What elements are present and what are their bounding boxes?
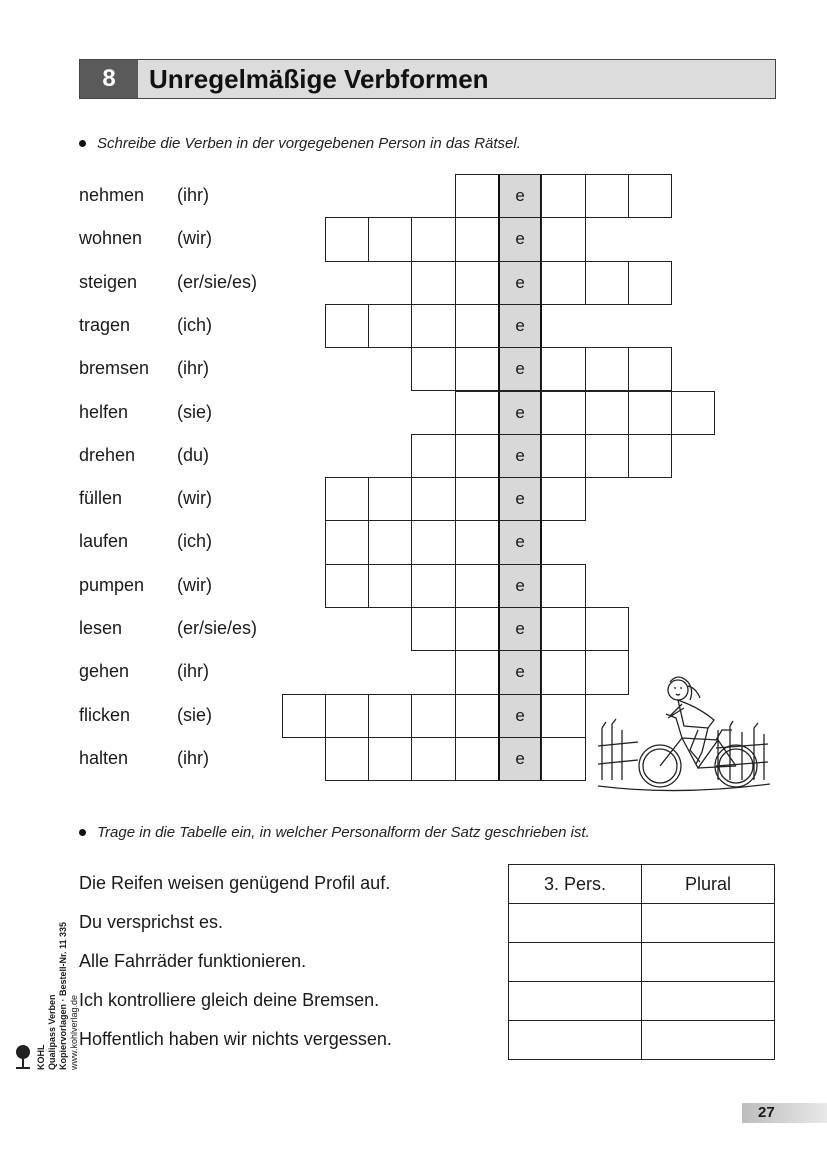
puzzle-cell[interactable]	[541, 477, 585, 521]
key-letter-cell: e	[498, 391, 542, 435]
puzzle-cell[interactable]	[628, 347, 672, 391]
person-label: (wir)	[177, 574, 212, 595]
puzzle-cell[interactable]	[541, 261, 585, 305]
verb-label: nehmen	[79, 185, 145, 205]
puzzle-row	[0, 391, 827, 434]
puzzle-cell[interactable]	[368, 694, 412, 738]
puzzle-cell[interactable]	[411, 347, 455, 391]
puzzle-cell[interactable]	[368, 304, 412, 348]
table-row	[509, 982, 775, 1021]
key-letter-cell: e	[498, 694, 542, 738]
answer-cell[interactable]	[509, 1021, 642, 1060]
puzzle-cell[interactable]	[455, 520, 499, 564]
sentence-2: Du versprichst es.	[79, 912, 224, 932]
puzzle-cell[interactable]	[455, 737, 499, 781]
puzzle-row	[0, 174, 827, 217]
verb-label: pumpen	[79, 574, 145, 595]
key-letter-cell: e	[498, 304, 542, 348]
puzzle-cell[interactable]	[541, 174, 585, 218]
key-letter-cell: e	[498, 564, 542, 608]
bullet-icon	[79, 140, 86, 147]
puzzle-cell[interactable]	[411, 261, 455, 305]
table-row	[509, 1021, 775, 1060]
person-label: (ihr)	[177, 747, 209, 768]
sentence-3: Alle Fahrräder funktionieren.	[79, 951, 307, 971]
key-letter-cell: e	[498, 520, 542, 564]
puzzle-cell[interactable]	[325, 520, 369, 564]
verb-label: bremsen	[79, 358, 150, 379]
sentence-1: Die Reifen weisen genügend Profil auf.	[79, 873, 391, 893]
puzzle-row	[0, 347, 827, 390]
table-header-cell: 3. Pers.	[509, 865, 642, 904]
verb-label: flicken	[79, 704, 131, 725]
puzzle-row	[0, 564, 827, 607]
answer-cell[interactable]	[642, 982, 775, 1021]
verb-label: steigen	[79, 271, 138, 292]
puzzle-cell[interactable]	[455, 434, 499, 478]
order-number: Kopiervorlagen · Bestell-Nr. 11 335	[58, 921, 68, 1070]
puzzle-cell[interactable]	[585, 174, 629, 218]
answer-cell[interactable]	[509, 982, 642, 1021]
person-label: (sie)	[177, 704, 212, 725]
puzzle-cell[interactable]	[455, 391, 499, 435]
puzzle-cell[interactable]	[455, 217, 499, 261]
puzzle-cell[interactable]	[325, 564, 369, 608]
puzzle-cell[interactable]	[411, 520, 455, 564]
puzzle-cell[interactable]	[455, 347, 499, 391]
verb-label: wohnen	[79, 228, 143, 249]
puzzle-cell[interactable]	[585, 391, 629, 435]
puzzle-cell[interactable]	[541, 434, 585, 478]
table-row	[509, 943, 775, 982]
puzzle-cell[interactable]	[455, 174, 499, 218]
verb-label: tragen	[79, 314, 131, 335]
key-letter-cell: e	[498, 650, 542, 694]
puzzle-cell[interactable]	[585, 347, 629, 391]
puzzle-row	[0, 261, 827, 304]
publisher-info	[36, 922, 80, 1070]
puzzle-cell[interactable]	[628, 391, 672, 435]
puzzle-cell[interactable]	[541, 217, 585, 261]
person-label: (wir)	[177, 488, 212, 509]
puzzle-cell[interactable]	[325, 477, 369, 521]
sentence-5: Hoffentlich haben wir nichts vergessen.	[79, 1029, 392, 1049]
answer-cell[interactable]	[509, 943, 642, 982]
puzzle-row	[0, 477, 827, 520]
table-row	[509, 865, 775, 904]
verb-label: gehen	[79, 661, 130, 682]
puzzle-cell[interactable]	[628, 434, 672, 478]
answer-cell[interactable]	[642, 1021, 775, 1060]
chapter-number: 8	[80, 60, 138, 98]
key-letter-cell: e	[498, 434, 542, 478]
answer-table	[508, 864, 775, 1060]
puzzle-cell[interactable]	[671, 391, 715, 435]
book-title: Qualipass Verben	[47, 994, 57, 1070]
puzzle-cell[interactable]	[455, 607, 499, 651]
table-row	[509, 904, 775, 943]
key-letter-cell: e	[498, 347, 542, 391]
puzzle-cell[interactable]	[411, 607, 455, 651]
verb-label: halten	[79, 747, 129, 768]
girl-on-bicycle-illustration	[598, 668, 770, 798]
page-header	[79, 59, 776, 99]
puzzle-cell[interactable]	[455, 477, 499, 521]
key-letter-cell: e	[498, 477, 542, 521]
verb-label: lesen	[79, 618, 123, 638]
puzzle-cell[interactable]	[541, 650, 585, 694]
verb-label: helfen	[79, 401, 129, 422]
puzzle-cell[interactable]	[455, 261, 499, 305]
puzzle-cell[interactable]	[282, 694, 326, 738]
key-letter-cell: e	[498, 217, 542, 261]
puzzle-row	[0, 217, 827, 260]
puzzle-row	[0, 304, 827, 347]
puzzle-cell[interactable]	[368, 477, 412, 521]
puzzle-cell[interactable]	[455, 650, 499, 694]
puzzle-cell[interactable]	[411, 477, 455, 521]
answer-cell[interactable]	[509, 904, 642, 943]
puzzle-cell[interactable]	[585, 434, 629, 478]
person-label: (er/sie/es)	[177, 271, 258, 292]
puzzle-cell[interactable]	[325, 694, 369, 738]
task1-instruction	[79, 133, 521, 153]
puzzle-cell[interactable]	[411, 694, 455, 738]
puzzle-cell[interactable]	[368, 217, 412, 261]
publisher-url: www.kohlverlag.de	[69, 994, 79, 1070]
puzzle-cell[interactable]	[411, 737, 455, 781]
puzzle-cell[interactable]	[585, 607, 629, 651]
puzzle-cell[interactable]	[368, 737, 412, 781]
puzzle-cell[interactable]	[541, 391, 585, 435]
puzzle-cell[interactable]	[585, 261, 629, 305]
page-number: 27	[742, 1103, 827, 1123]
puzzle-cell[interactable]	[541, 694, 585, 738]
person-label: (wir)	[177, 228, 212, 249]
verb-label: drehen	[79, 444, 136, 465]
puzzle-cell[interactable]	[411, 564, 455, 608]
key-letter-cell: e	[498, 261, 542, 305]
sentence-4: Ich kontrolliere gleich deine Bremsen.	[79, 990, 380, 1010]
person-label: (du)	[177, 444, 210, 465]
tree-logo-icon	[14, 1044, 32, 1070]
puzzle-cell[interactable]	[541, 737, 585, 781]
verb-label: füllen	[79, 488, 123, 509]
puzzle-cell[interactable]	[325, 217, 369, 261]
bullet-icon	[79, 829, 86, 836]
answer-cell[interactable]	[642, 904, 775, 943]
person-label: (ihr)	[177, 358, 209, 379]
puzzle-row	[0, 434, 827, 477]
person-label: (er/sie/es)	[177, 618, 258, 638]
person-label: (ich)	[177, 314, 212, 335]
task1-instruction-text: Schreibe die Verben in der vorgegebenen Person in das Rätsel.	[97, 134, 521, 152]
puzzle-cell[interactable]	[628, 261, 672, 305]
puzzle-cell[interactable]	[411, 304, 455, 348]
puzzle-cell[interactable]	[541, 347, 585, 391]
puzzle-cell[interactable]	[628, 174, 672, 218]
person-label: (ihr)	[177, 661, 209, 682]
puzzle-cell[interactable]	[541, 607, 585, 651]
puzzle-row	[0, 520, 827, 563]
table-header-cell: Plural	[642, 865, 775, 904]
puzzle-cell[interactable]	[411, 217, 455, 261]
key-letter-cell: e	[498, 174, 542, 218]
puzzle-cell[interactable]	[541, 564, 585, 608]
verb-label: laufen	[79, 531, 129, 552]
puzzle-cell[interactable]	[455, 304, 499, 348]
person-label: (sie)	[177, 401, 212, 422]
puzzle-cell[interactable]	[455, 564, 499, 608]
task2-instruction-text: Trage in die Tabelle ein, in welcher Personalform der Satz geschrieben ist.	[97, 823, 590, 841]
puzzle-cell[interactable]	[368, 520, 412, 564]
puzzle-row	[0, 607, 827, 650]
publisher-name: KOHL	[36, 1044, 46, 1070]
person-label: (ihr)	[177, 185, 209, 205]
puzzle-cell[interactable]	[368, 564, 412, 608]
puzzle-cell[interactable]	[325, 737, 369, 781]
page-title: Unregelmäßige Verbformen	[149, 63, 489, 94]
answer-cell[interactable]	[642, 943, 775, 982]
key-letter-cell: e	[498, 607, 542, 651]
puzzle-cell[interactable]	[455, 694, 499, 738]
key-letter-cell: e	[498, 737, 542, 781]
person-label: (ich)	[177, 531, 212, 552]
puzzle-cell[interactable]	[411, 434, 455, 478]
puzzle-cell[interactable]	[325, 304, 369, 348]
task2-instruction	[79, 822, 590, 842]
